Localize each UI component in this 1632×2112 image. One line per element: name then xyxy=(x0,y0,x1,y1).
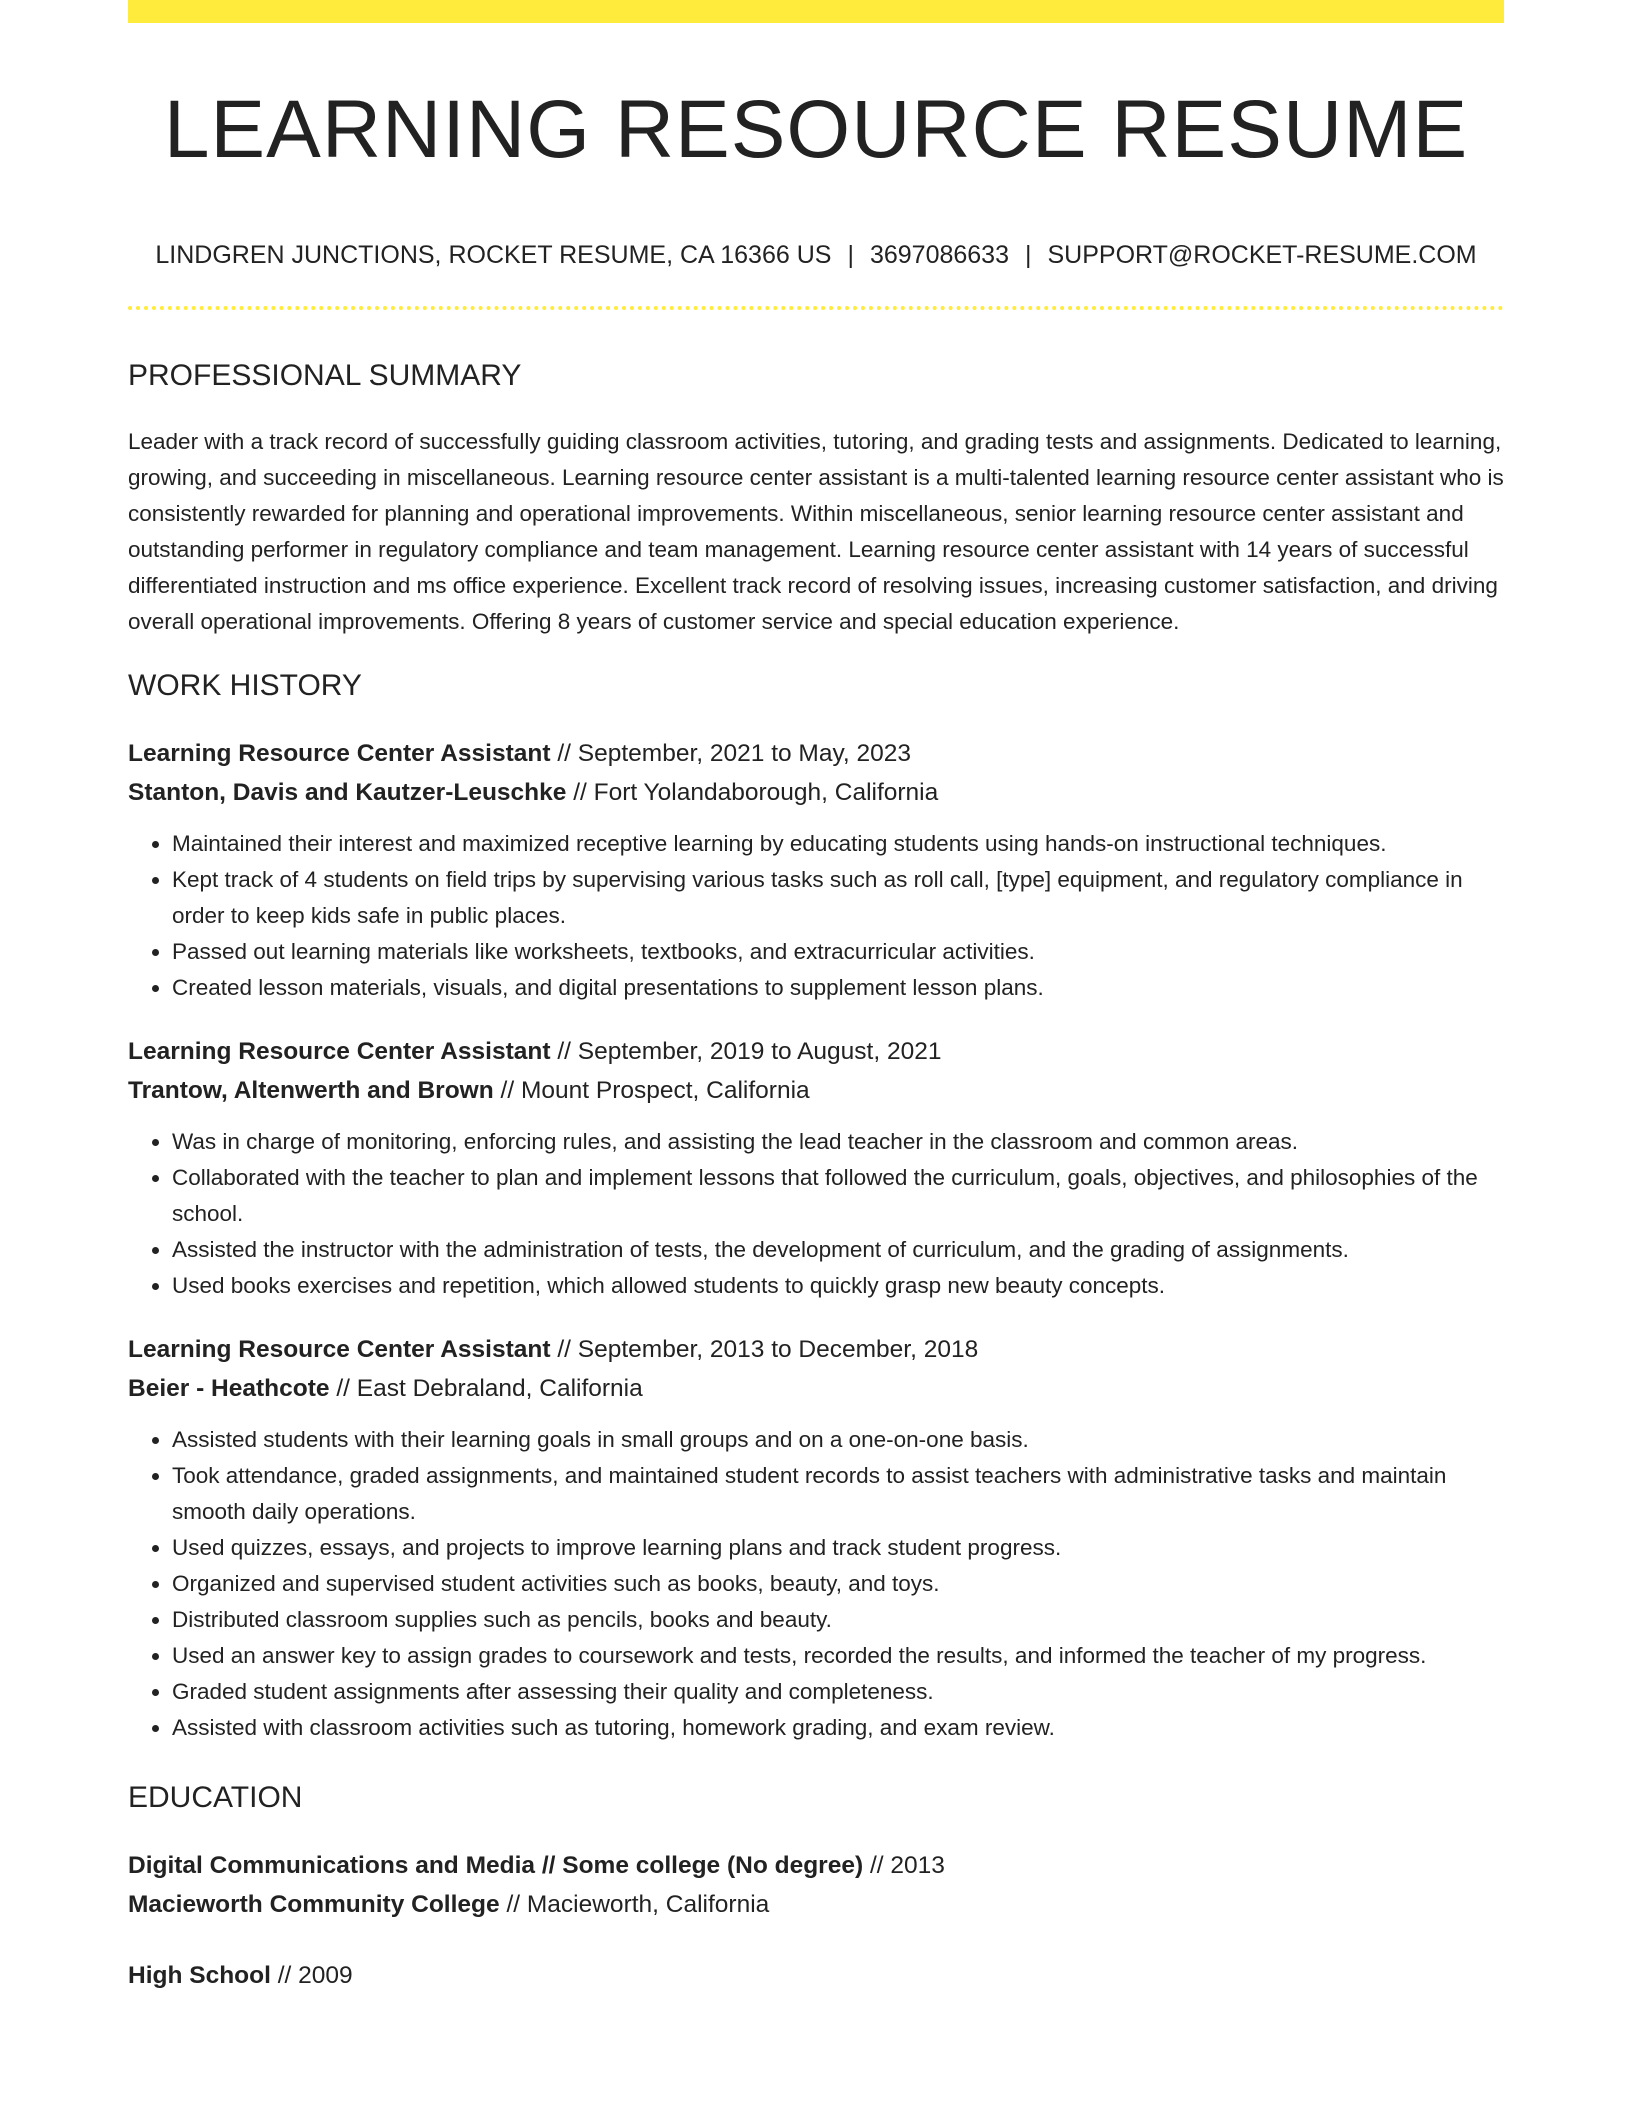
inline-separator: // xyxy=(869,1852,884,1879)
job-bullets xyxy=(128,1422,1504,1746)
job-entry xyxy=(128,734,1504,1006)
education-year: 2009 xyxy=(298,1962,353,1989)
job-dates: September, 2013 to December, 2018 xyxy=(577,1336,979,1363)
job-bullet: • Was in charge of monitoring, enforcing rules, and assisting the lead teacher in the classroom and common areas. xyxy=(172,1124,1504,1160)
job-bullet: • Maintained their interest and maximized receptive learning by educating students using hands-on instructional techniques. xyxy=(172,826,1504,862)
resume-page xyxy=(128,0,1504,1989)
job-bullet: • Kept track of 4 students on field trips by supervising various tasks such as roll call, [type] equipment, and regulatory compliance in order to keep kids safe in public places. xyxy=(172,862,1504,934)
job-dates: September, 2021 to May, 2023 xyxy=(577,740,912,767)
job-company-line xyxy=(128,773,1504,812)
job-bullet: • Created lesson materials, visuals, and digital presentations to supplement lesson plans. xyxy=(172,970,1504,1006)
education-section xyxy=(128,1772,1504,1995)
job-bullet: • Used books exercises and repetition, which allowed students to quickly grasp new beauty concepts. xyxy=(172,1268,1504,1304)
job-company: Trantow, Altenwerth and Brown xyxy=(128,1077,494,1104)
job-bullet: • Assisted students with their learning goals in small groups and on a one-on-one basis. xyxy=(172,1422,1504,1458)
summary-section xyxy=(128,350,1504,640)
job-title-line xyxy=(128,1032,1504,1071)
education-degree-line xyxy=(128,1846,1504,1885)
job-company: Beier - Heathcote xyxy=(128,1375,330,1402)
job-bullet: • Distributed classroom supplies such as pencils, books and beauty. xyxy=(172,1602,1504,1638)
job-title: Learning Resource Center Assistant xyxy=(128,1336,551,1363)
inline-separator: // xyxy=(573,779,587,806)
inline-separator: // xyxy=(500,1077,515,1104)
job-company: Stanton, Davis and Kautzer-Leuschke xyxy=(128,779,567,806)
job-title-line xyxy=(128,1330,1504,1369)
section-heading: EDUCATION xyxy=(128,1781,303,1814)
inline-separator: // xyxy=(277,1962,292,1989)
job-bullet: • Passed out learning materials like worksheets, textbooks, and extracurricular activities. xyxy=(172,934,1504,970)
job-entry xyxy=(128,1032,1504,1304)
job-bullet: • Graded student assignments after assessing their quality and completeness. xyxy=(172,1674,1504,1710)
inline-separator: // xyxy=(506,1891,521,1918)
job-bullet: • Organized and supervised student activities such as books, beauty, and toys. xyxy=(172,1566,1504,1602)
job-bullet: • Took attendance, graded assignments, and maintained student records to assist teachers with administrative tasks and maintain smooth daily operations. xyxy=(172,1458,1504,1530)
section-heading: WORK HISTORY xyxy=(128,669,362,702)
job-location: East Debraland, California xyxy=(356,1375,643,1402)
job-dates: September, 2019 to August, 2021 xyxy=(577,1038,942,1065)
job-title: Learning Resource Center Assistant xyxy=(128,740,551,767)
resume-content xyxy=(128,350,1504,2027)
education-entry xyxy=(128,1846,1504,1924)
education-entry xyxy=(128,1956,1504,1995)
job-title-line xyxy=(128,734,1504,773)
job-bullet: • Used an answer key to assign grades to coursework and tests, recorded the results, and informed the teacher of my progress. xyxy=(172,1638,1504,1674)
contact-line xyxy=(128,238,1504,272)
education-school: Macieworth Community College xyxy=(128,1891,500,1918)
job-entry xyxy=(128,1330,1504,1746)
job-bullet: • Collaborated with the teacher to plan and implement lessons that followed the curriculum, goals, objectives, and philosophies of the school. xyxy=(172,1160,1504,1232)
education-school-line xyxy=(128,1885,1504,1924)
education-degree: Digital Communications and Media // Some college (No degree) xyxy=(128,1852,864,1879)
job-bullets xyxy=(128,1124,1504,1304)
job-bullet: • Assisted with classroom activities such as tutoring, homework grading, and exam review. xyxy=(172,1710,1504,1746)
education-degree: High School xyxy=(128,1962,271,1989)
job-location: Fort Yolandaborough, California xyxy=(593,779,939,806)
contact-phone: 3697086633 xyxy=(869,241,1009,269)
job-bullet: • Assisted the instructor with the administration of tests, the development of curriculum, and the grading of assignments. xyxy=(172,1232,1504,1268)
education-degree-line xyxy=(128,1956,1504,1995)
job-bullet: • Used quizzes, essays, and projects to improve learning plans and track student progress. xyxy=(172,1530,1504,1566)
section-heading: PROFESSIONAL SUMMARY xyxy=(128,359,522,392)
resume-title: LEARNING RESOURCE RESUME xyxy=(163,84,1469,175)
inline-separator: // xyxy=(557,740,571,767)
dotted-divider xyxy=(128,306,1504,310)
inline-separator: // xyxy=(557,1336,571,1363)
contact-address: LINDGREN JUNCTIONS, ROCKET RESUME, CA 16366 US xyxy=(155,241,832,269)
education-year: 2013 xyxy=(890,1852,945,1879)
contact-separator: | xyxy=(847,241,854,269)
inline-separator: // xyxy=(336,1375,350,1402)
contact-email: SUPPORT@ROCKET-RESUME.COM xyxy=(1047,241,1477,269)
contact-separator: | xyxy=(1025,241,1032,269)
job-location: Mount Prospect, California xyxy=(520,1077,810,1104)
education-location: Macieworth, California xyxy=(526,1891,770,1918)
work-history-section xyxy=(128,660,1504,1746)
summary-text: Leader with a track record of successfully guiding classroom activities, tutoring, and grading tests and assignments. Dedicated to learning, growing, and succeeding in miscellaneous. Learning resource center assistant is a multi-talented learning resource center assistant who is consistently rewarded for planning and operational improvements. Within miscellaneous, senior learning resource center assistant and outstanding performer in regulatory compliance and team management. Learning resource center assistant with 14 years of successful differentiated instruction and ms office experience. Excellent track record of resolving issues, increasing customer satisfaction, and driving overall operational improvements. Offering 8 years of customer service and special education experience. xyxy=(128,429,1504,634)
top-accent-bar xyxy=(128,0,1504,23)
inline-separator: // xyxy=(557,1038,571,1065)
job-bullets xyxy=(128,826,1504,1006)
job-company-line xyxy=(128,1071,1504,1110)
job-title: Learning Resource Center Assistant xyxy=(128,1038,551,1065)
job-company-line xyxy=(128,1369,1504,1408)
